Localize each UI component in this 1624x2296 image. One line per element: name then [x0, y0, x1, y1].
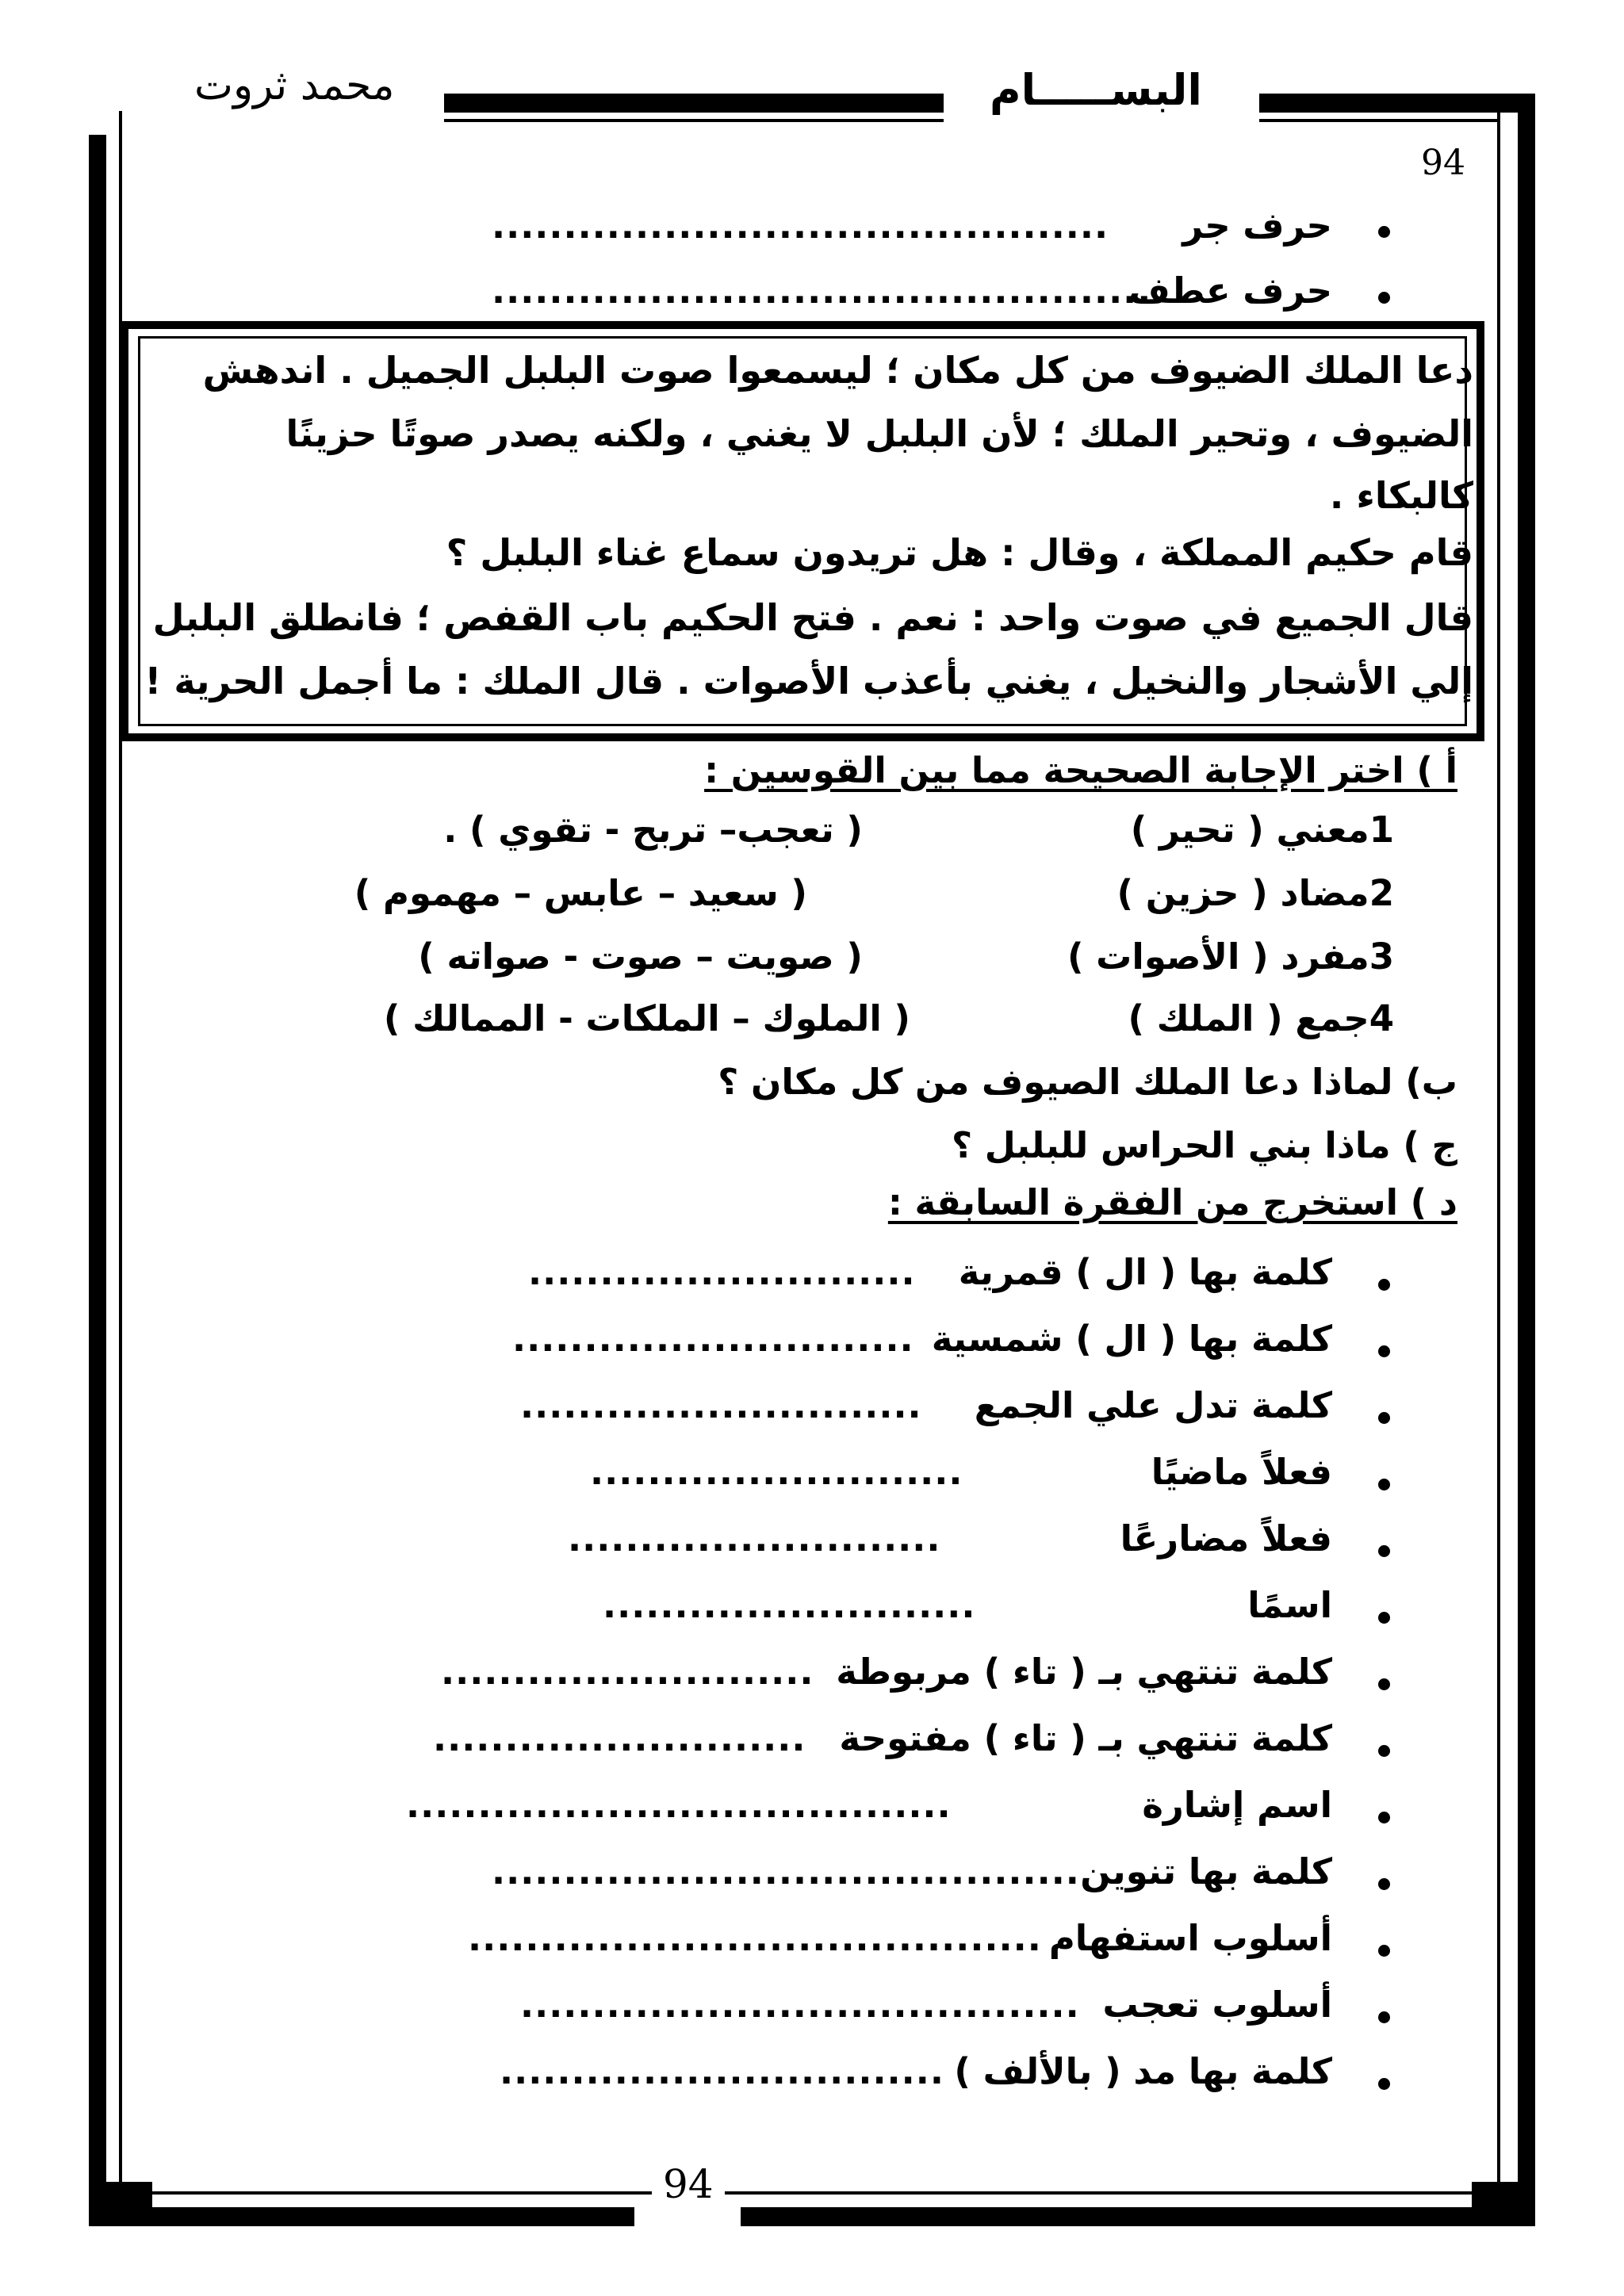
extract-item-label: اسم إشارة: [1142, 1784, 1332, 1826]
page-number-top: 94: [1421, 143, 1465, 183]
extract-item-dots: ......................................: [406, 1784, 952, 1826]
bullet-icon: [1378, 1745, 1390, 1757]
extract-item-dots: ............................: [520, 1384, 922, 1426]
top-item-dots: ...........................................: [492, 205, 1109, 247]
passage-line: دعا الملك الضيوف من كل مكان ؛ ليسمعوا صوت البلبل الجميل . اندهش: [202, 349, 1473, 392]
extract-item-dots: ...........................: [528, 1251, 916, 1293]
top-item-label: حرف جر: [1182, 205, 1332, 247]
extract-item-label: أسلوب تعجب: [1102, 1984, 1332, 2026]
section-c-question: ج ) ماذا بني الحراس للبلبل ؟: [952, 1124, 1457, 1166]
extract-item-dots: ..........................: [603, 1584, 976, 1626]
frame-top-bar-right: [1259, 94, 1481, 113]
question-row-label: 3مفرد ( الأصوات ): [1067, 936, 1394, 978]
extract-item-label: فعلاً مضارعًا: [1120, 1517, 1332, 1559]
extract-item-label: كلمة تنتهي بـ ( تاء ) مفتوحة: [839, 1717, 1332, 1759]
bullet-icon: [1378, 226, 1390, 238]
question-row-choices: ( تعجب– تربح - تقوي ) .: [443, 809, 863, 851]
page-number-bottom: 94: [652, 2161, 725, 2207]
bullet-icon: [1378, 1678, 1390, 1690]
bullet-icon: [1378, 292, 1390, 304]
extract-item-label: اسمًا: [1247, 1584, 1332, 1626]
header-title: البســـــام: [990, 65, 1202, 115]
bullet-icon: [1378, 1545, 1390, 1557]
extract-item-label: كلمة بها تنوين: [1080, 1850, 1332, 1892]
bullet-icon: [1378, 1412, 1390, 1424]
frame-corner-bl: [89, 2182, 152, 2226]
extract-item-dots: ..........................: [568, 1517, 941, 1559]
question-row-label: 2مضاد ( حزين ): [1116, 872, 1394, 914]
extract-item-dots: ..........................: [590, 1451, 963, 1493]
extract-item-label: فعلاً ماضيًا: [1151, 1451, 1332, 1493]
question-row-label: 1معني ( تحير ): [1130, 809, 1394, 851]
question-row-choices: ( الملوك – الملكات - الممالك ): [383, 997, 910, 1039]
extract-item-label: كلمة بها مد ( بالألف ): [954, 2050, 1332, 2092]
passage-line: قام حكيم المملكة ، وقال : هل تريدون سماع غناء البلبل ؟: [446, 531, 1473, 574]
extract-item-label: كلمة تنتهي بـ ( تاء ) مربوطة: [836, 1651, 1332, 1693]
bullet-icon: [1378, 1479, 1390, 1490]
extract-item-label: كلمة بها ( ال ) قمرية: [958, 1251, 1332, 1293]
bullet-icon: [1378, 2078, 1390, 2090]
bullet-icon: [1378, 1945, 1390, 1957]
extract-item-label: أسلوب استفهام: [1048, 1917, 1332, 1959]
passage-line: إلي الأشجار والنخيل ، يغني بأعذب الأصوات . قال الملك : ما أجمل الحرية !: [144, 660, 1473, 702]
frame-bottom-thin: [119, 2191, 1500, 2195]
section-a-heading: أ ) اختر الإجابة الصحيحة مما بين القوسين :: [704, 749, 1457, 791]
extract-item-label: كلمة بها ( ال ) شمسية: [931, 1318, 1332, 1360]
header-author: محمد ثروت: [194, 62, 395, 109]
top-item-label: حرف عطف: [1128, 270, 1332, 312]
extract-item-dots: .........................................: [492, 1850, 1080, 1892]
bullet-icon: [1378, 2011, 1390, 2023]
bullet-icon: [1378, 1878, 1390, 1890]
frame-corner-tl: [89, 135, 106, 206]
extract-item-dots: .......................................: [520, 1984, 1080, 2026]
extract-item-dots: ........................................: [468, 1917, 1042, 1959]
frame-corner-br: [1472, 2182, 1535, 2226]
frame-left-thick: [89, 143, 106, 2204]
frame-right-thin: [1497, 103, 1500, 2196]
bullet-icon: [1378, 1345, 1390, 1357]
frame-right-thick: [1518, 143, 1535, 2204]
extract-item-dots: ..........................: [433, 1717, 806, 1759]
frame-bottom-bar-right: [741, 2207, 1486, 2226]
frame-top-thin-left: [444, 119, 944, 122]
question-row-label: 4جمع ( الملك ): [1128, 997, 1394, 1039]
bullet-icon: [1378, 1279, 1390, 1291]
bullet-icon: [1378, 1612, 1390, 1624]
extract-item-label: كلمة تدل علي الجمع: [974, 1384, 1332, 1426]
passage-line: قال الجميع في صوت واحد : نعم . فتح الحكيم باب القفص ؛ فانطلق البلبل: [152, 596, 1473, 639]
extract-item-dots: ...............................: [500, 2050, 944, 2092]
question-row-choices: ( صويت – صوت - صواته ): [418, 936, 863, 978]
passage-line: الضيوف ، وتحير الملك ؛ لأن البلبل لا يغني ، ولكنه يصدر صوتًا حزينًا: [285, 412, 1473, 455]
frame-top-thin-right: [1259, 119, 1497, 122]
question-row-choices: ( سعيد – عابس – مهموم ): [354, 872, 807, 914]
extract-item-dots: ............................: [512, 1318, 914, 1360]
top-item-dots: ..............................................: [492, 270, 1152, 312]
frame-corner-tr-2: [1518, 94, 1535, 165]
section-b-question: ب) لماذا دعا الملك الصيوف من كل مكان ؟: [718, 1061, 1457, 1103]
frame-top-bar-left: [444, 94, 944, 113]
bullet-icon: [1378, 1812, 1390, 1823]
frame-bottom-bar-left: [143, 2207, 634, 2226]
section-d-heading: د ) استخرج من الفقرة السابقة :: [887, 1181, 1457, 1223]
extract-item-dots: ..........................: [441, 1651, 814, 1693]
passage-line: كالبكاء .: [1329, 474, 1473, 517]
